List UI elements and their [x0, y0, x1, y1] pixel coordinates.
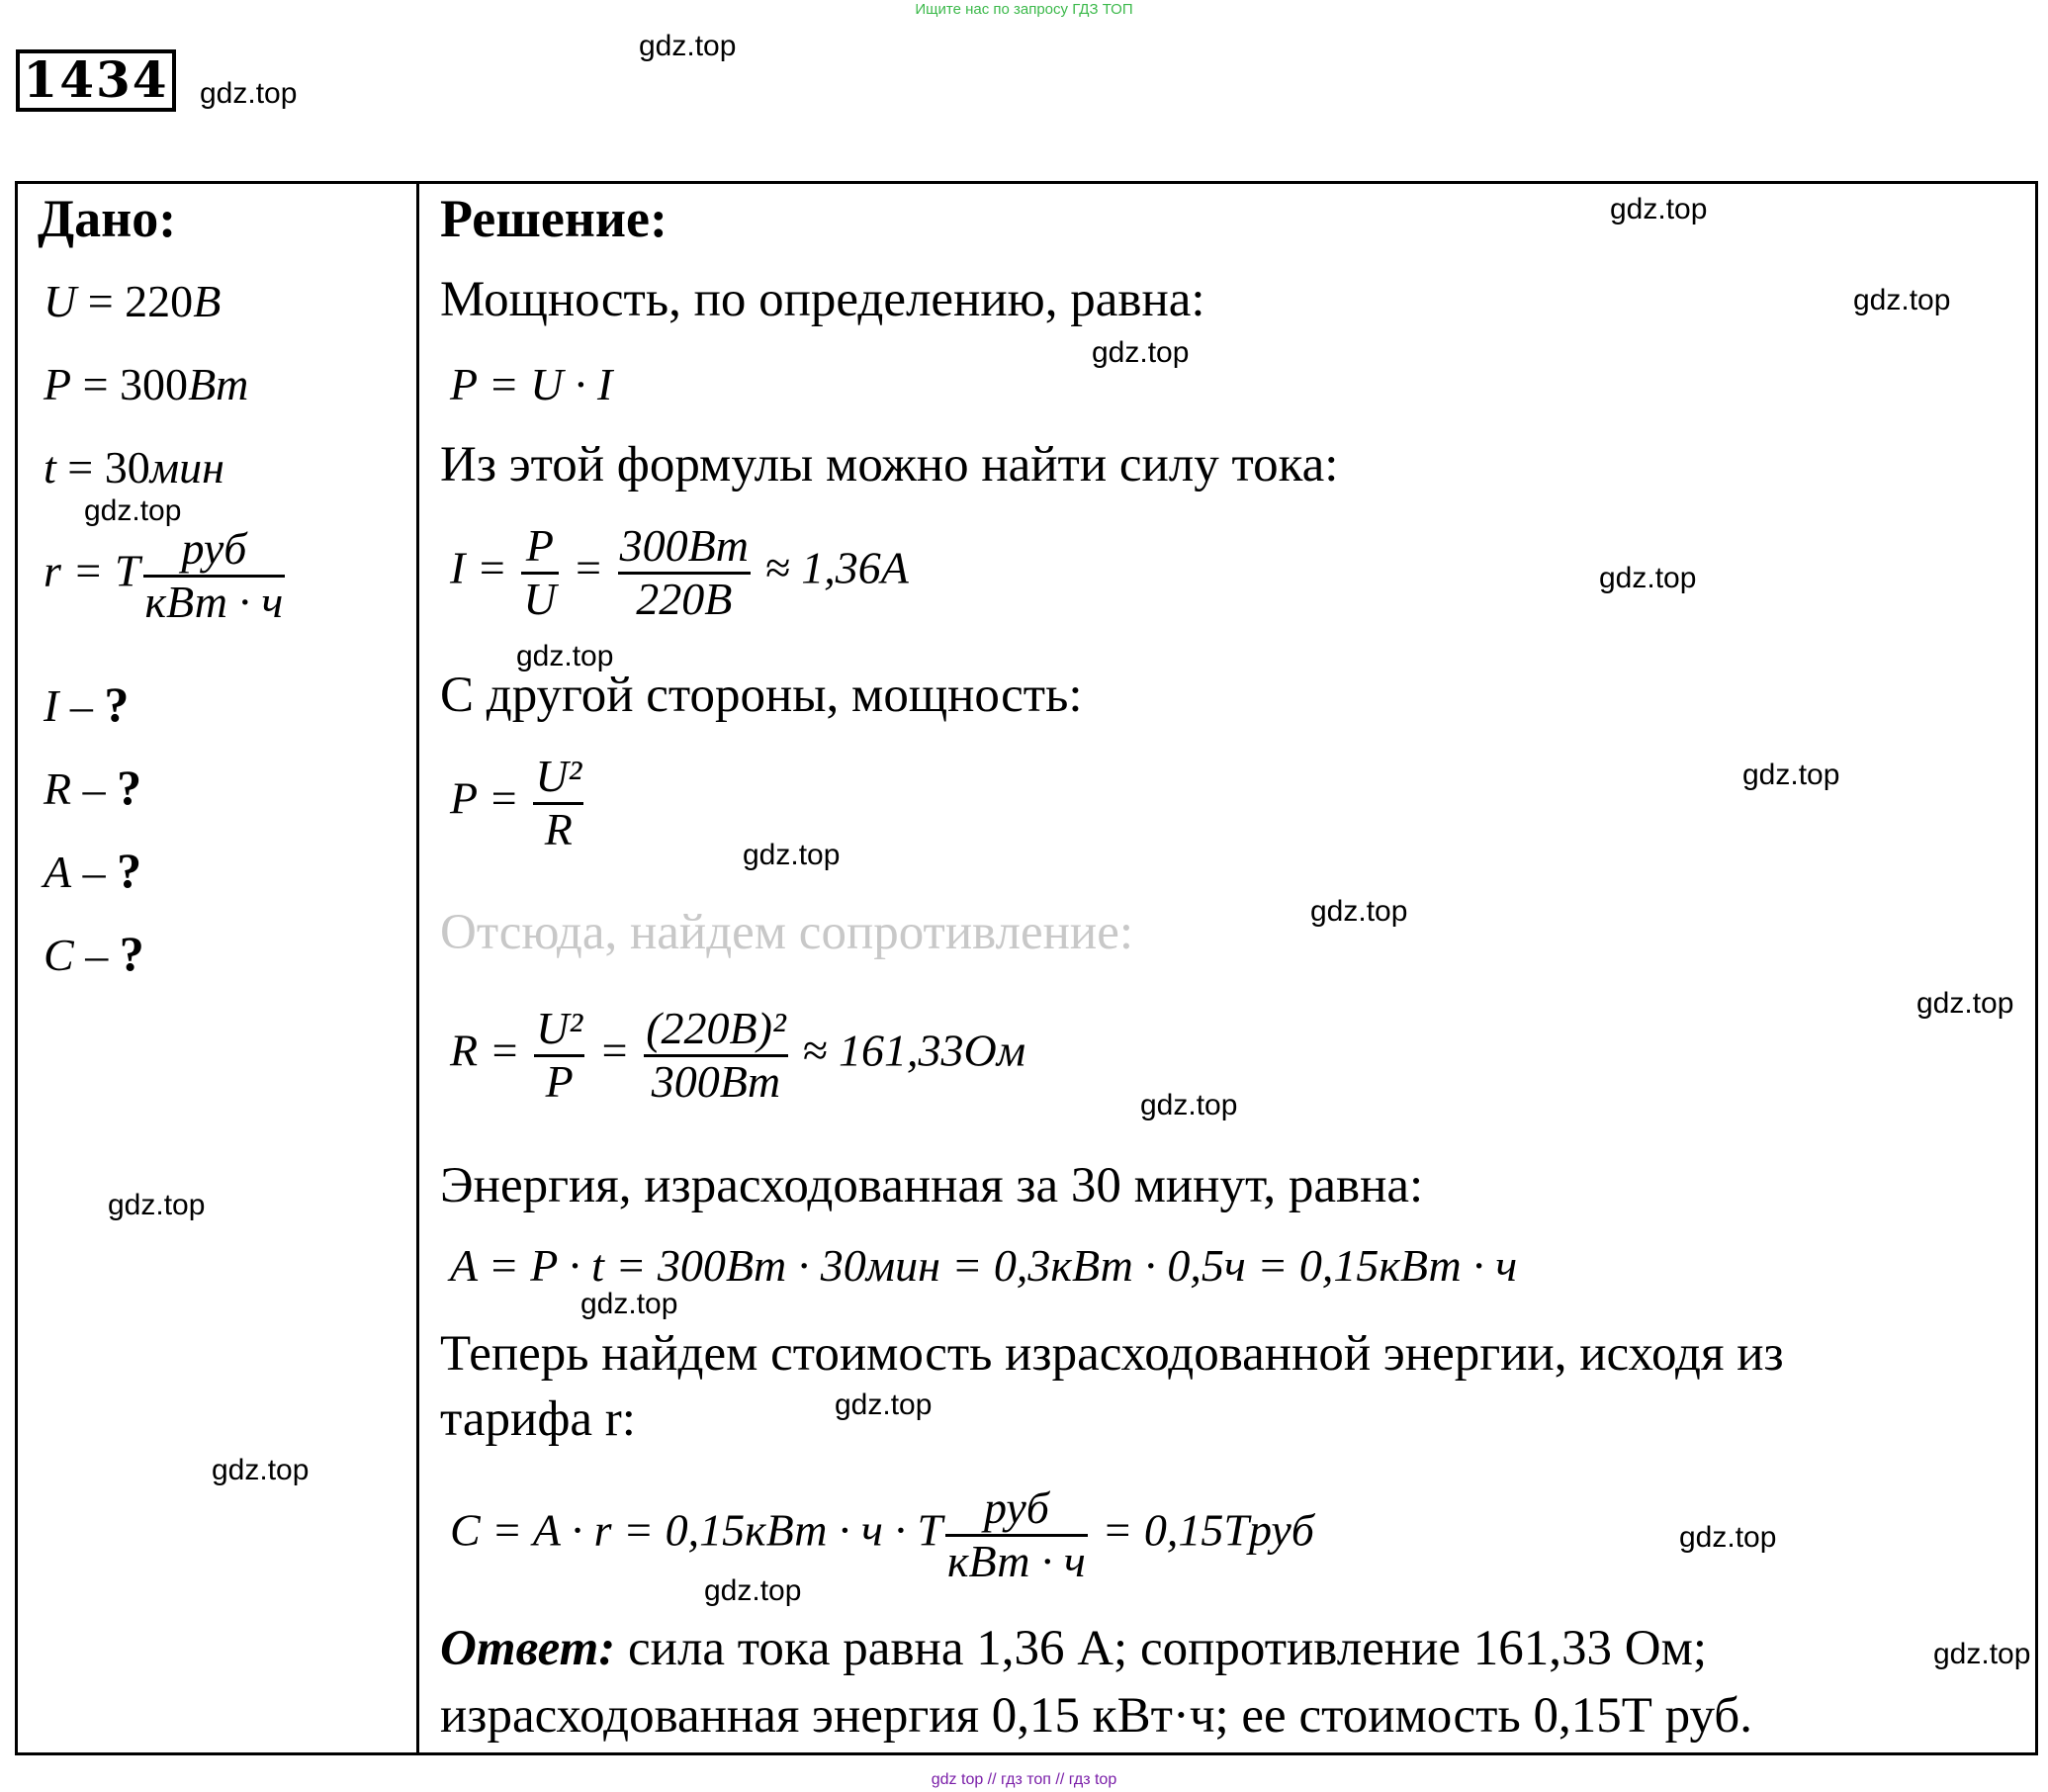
watermark: gdz.top [200, 77, 298, 110]
solution-line-power-def: Мощность, по определению, равна: [440, 272, 1205, 327]
watermark: gdz.top [1310, 895, 1408, 928]
watermark: gdz.top [704, 1574, 802, 1607]
watermark: gdz.top [1916, 987, 2014, 1020]
formula-energy: A = P · t = 300Bm · 30мин = 0,3кВт · 0,5ч = 0,15кВт · ч [450, 1240, 1518, 1291]
top-banner: Ищите нас по запросу ГДЗ ТОП [915, 1, 1133, 18]
watermark: gdz.top [516, 640, 614, 672]
watermark: gdz.top [580, 1288, 678, 1320]
watermark: gdz.top [212, 1454, 310, 1486]
watermark: gdz.top [743, 839, 841, 871]
watermark: gdz.top [1140, 1089, 1238, 1121]
footer-link[interactable]: gdz top [931, 1771, 984, 1788]
given-power: P = 300Bm [44, 359, 249, 409]
tariff-fraction: $\frac{\text{руб}}{\text{кВт · ч}}$ [144, 523, 284, 627]
formula-power: P = U · I [450, 359, 613, 409]
footer-link[interactable]: гдз top [1068, 1771, 1117, 1788]
given-time: t = 30мин [44, 442, 224, 493]
watermark: gdz.top [1853, 284, 1951, 316]
watermark: gdz.top [639, 30, 737, 62]
given-voltage: U = 220B [44, 276, 222, 326]
unknown-current: I – ? [44, 676, 130, 732]
footer-link[interactable]: гдз топ [1001, 1771, 1051, 1788]
watermark: gdz.top [1610, 193, 1708, 225]
watermark: gdz.top [1679, 1521, 1777, 1554]
solution-heading: Решение: [440, 189, 668, 248]
unknown-cost: C – ? [44, 926, 144, 981]
bottom-links: gdz top // гдз топ // гдз top [931, 1771, 1117, 1788]
solution-line-resistance: Отсюда, найдем сопротивление: [440, 905, 1134, 960]
answer-line-1: Ответ: сила тока равна 1,36 А; сопротивление 161,33 Ом; [440, 1621, 1708, 1676]
watermark: gdz.top [1742, 759, 1840, 791]
watermark: gdz.top [84, 494, 182, 527]
answer-line-2: израсходованная энергия 0,15 кВт·ч; ее стоимость 0,15Т руб. [440, 1688, 1752, 1744]
formula-current: I = $\frac{P}{U}$ = $\frac{300Bm}{220B}$ ≈ 1,36A [450, 520, 909, 624]
solution-line-energy: Энергия, израсходованная за 30 минут, равна: [440, 1158, 1424, 1213]
column-divider [416, 181, 419, 1755]
formula-cost: C = A · r = 0,15кВт · ч · T $\frac{\text{руб}}{\text{кВт · ч}}$ = 0,15Tруб [450, 1482, 1314, 1586]
watermark: gdz.top [1933, 1638, 2031, 1670]
task-number: 1434 [16, 49, 176, 112]
watermark: gdz.top [1092, 336, 1190, 369]
formula-resistance: R = $\frac{\text{U²}}{P}$ = $\frac{\text{(220B)²}}{300Bm}$ ≈ 161,33Ом [450, 1003, 1026, 1107]
solution-line-other-side: С другой стороны, мощность: [440, 668, 1083, 723]
given-tariff: r = T $\frac{\text{руб}}{\text{кВт · ч}}$ [44, 523, 284, 627]
given-heading: Дано: [38, 189, 177, 248]
unknown-energy: A – ? [44, 843, 142, 898]
solution-line-current: Из этой формулы можно найти силу тока: [440, 437, 1339, 493]
watermark: gdz.top [108, 1189, 206, 1221]
unknown-resistance: R – ? [44, 760, 142, 815]
answer-label: Ответ: [440, 1621, 616, 1676]
watermark: gdz.top [835, 1389, 933, 1421]
watermark: gdz.top [1599, 562, 1697, 594]
solution-line-cost-a: Теперь найдем стоимость израсходованной энергии, исходя из [440, 1326, 1784, 1382]
solution-line-cost-b: тарифа r: [440, 1391, 636, 1447]
formula-power-resistance: P = $\frac{\text{U²}}{R}$ [450, 751, 582, 854]
